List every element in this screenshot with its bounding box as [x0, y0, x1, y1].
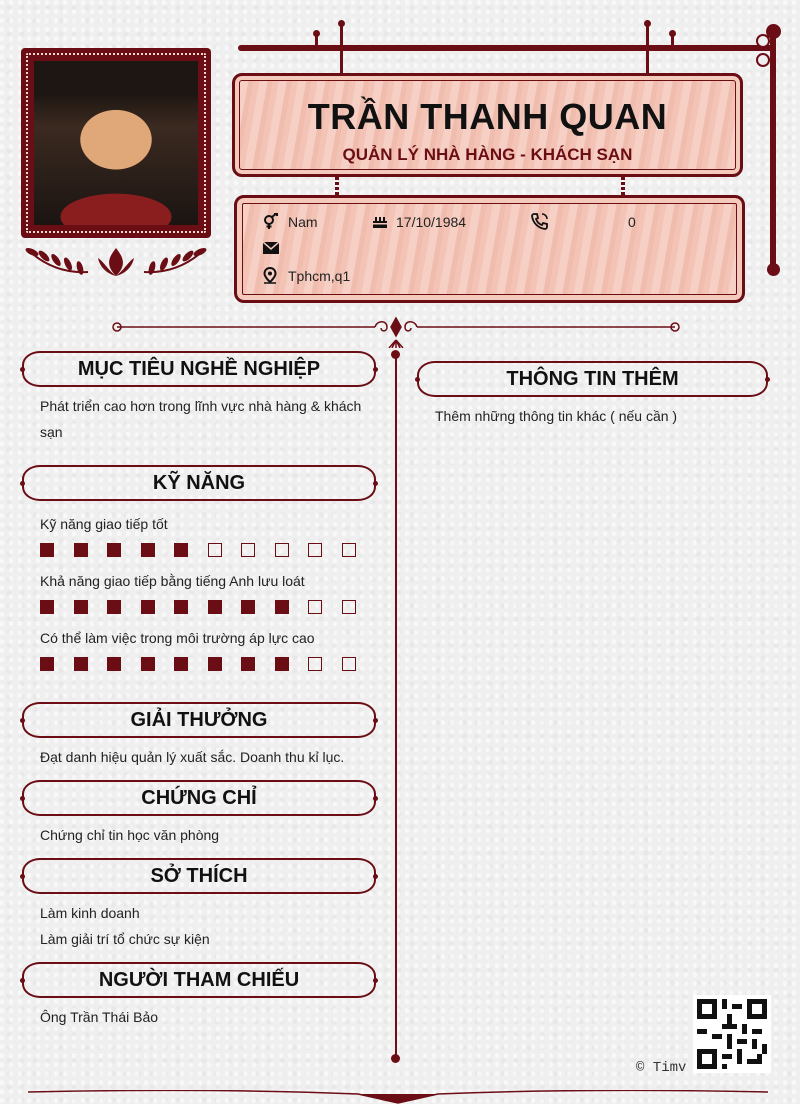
certificates-heading: CHỨNG CHỈ	[22, 780, 376, 816]
skill-level-square	[74, 600, 88, 614]
hanger-rope	[646, 24, 649, 74]
pole-peg-knob	[313, 30, 320, 37]
skill-level-square	[107, 543, 121, 557]
skill-level-square	[241, 657, 255, 671]
objective-text: Phát triển cao hơn trong lĩnh vực nhà hàng & khách sạn	[40, 398, 362, 440]
skills-heading: KỸ NĂNG	[22, 465, 376, 501]
extra-info-heading: THÔNG TIN THÊM	[417, 361, 768, 397]
profile-photo	[34, 61, 198, 225]
skill-level-square	[174, 543, 188, 557]
address-value: Tphcm,q1	[288, 268, 351, 284]
column-divider	[395, 352, 397, 1058]
copyright-text: © Timv	[636, 1060, 687, 1076]
skill-label: Khả năng giao tiếp bằng tiếng Anh lưu loát	[40, 573, 305, 589]
skill-level-square	[241, 600, 255, 614]
qr-code-icon	[693, 995, 771, 1073]
gender-icon	[262, 213, 280, 229]
skill-level-square	[308, 543, 322, 557]
skill-level-square	[342, 543, 356, 557]
pole-peg-knob	[669, 30, 676, 37]
birthday-value: 17/10/1984	[396, 214, 467, 230]
skill-level-square	[40, 543, 54, 557]
laurel-ornament-icon	[24, 244, 208, 280]
skill-level-square	[275, 657, 289, 671]
skill-level-square	[208, 600, 222, 614]
skill-level-square	[208, 657, 222, 671]
skill-level-square	[141, 600, 155, 614]
plate-chain	[621, 177, 625, 197]
cake-icon	[372, 213, 388, 229]
candidate-name: TRẦN THANH QUAN	[307, 96, 668, 137]
skill-label: Kỹ năng giao tiếp tốt	[40, 516, 168, 532]
sign-pole-horizontal	[238, 45, 774, 51]
skill-level-square	[107, 600, 121, 614]
hanger-rope	[340, 24, 343, 74]
divider-dot	[391, 1054, 400, 1063]
skill-level-square	[74, 543, 88, 557]
hobbies-heading: SỞ THÍCH	[22, 858, 376, 894]
skill-level-square	[308, 657, 322, 671]
extra-info-text: Thêm những thông tin khác ( nếu cần )	[435, 408, 678, 424]
pole-ring	[756, 34, 770, 48]
references-text: Ông Trần Thái Bảo	[40, 1009, 159, 1025]
skill-level-square	[174, 600, 188, 614]
phone-value: 0	[628, 214, 636, 230]
skill-level-square	[308, 600, 322, 614]
sign-pole-vertical	[770, 30, 776, 272]
skill-level-square	[342, 657, 356, 671]
plate-chain	[335, 177, 339, 197]
skill-level-square	[342, 600, 356, 614]
skill-level-square	[141, 657, 155, 671]
skill-level-square	[74, 657, 88, 671]
skill-level-square	[107, 657, 121, 671]
phone-icon	[531, 212, 549, 230]
skill-level-square	[275, 543, 289, 557]
divider-ornament-icon	[105, 316, 687, 348]
pole-peg-knob	[644, 20, 651, 27]
location-icon	[263, 267, 277, 284]
pole-ring	[756, 53, 770, 67]
contact-plate	[234, 195, 745, 303]
skill-level-square	[40, 657, 54, 671]
awards-heading: GIẢI THƯỞNG	[22, 702, 376, 738]
awards-text: Đạt danh hiệu quản lý xuất sắc. Doanh thu kỉ lục.	[40, 749, 345, 765]
photo-border	[26, 53, 206, 233]
skill-level-square	[208, 543, 222, 557]
skill-level-square	[174, 657, 188, 671]
hobby-item: Làm kinh doanh	[40, 905, 140, 921]
references-heading: NGƯỜI THAM CHIẾU	[22, 962, 376, 998]
skill-label: Có thể làm việc trong môi trường áp lực cao	[40, 630, 315, 646]
mail-icon	[263, 242, 279, 254]
job-title: QUẢN LÝ NHÀ HÀNG - KHÁCH SẠN	[342, 145, 633, 164]
certificates-text: Chứng chỉ tin học văn phòng	[40, 827, 220, 843]
hobby-item: Làm giải trí tổ chức sự kiện	[40, 931, 210, 947]
divider-dot	[391, 350, 400, 359]
pole-knob	[767, 263, 780, 276]
bottom-ornament-icon	[28, 1090, 768, 1104]
skill-level-square	[40, 600, 54, 614]
profile-photo-frame	[21, 48, 211, 238]
gender-value: Nam	[288, 214, 318, 230]
skill-level-square	[275, 600, 289, 614]
pole-peg-knob	[338, 20, 345, 27]
skill-level-square	[241, 543, 255, 557]
objective-heading: MỤC TIÊU NGHỀ NGHIỆP	[22, 351, 376, 387]
skill-level-square	[141, 543, 155, 557]
